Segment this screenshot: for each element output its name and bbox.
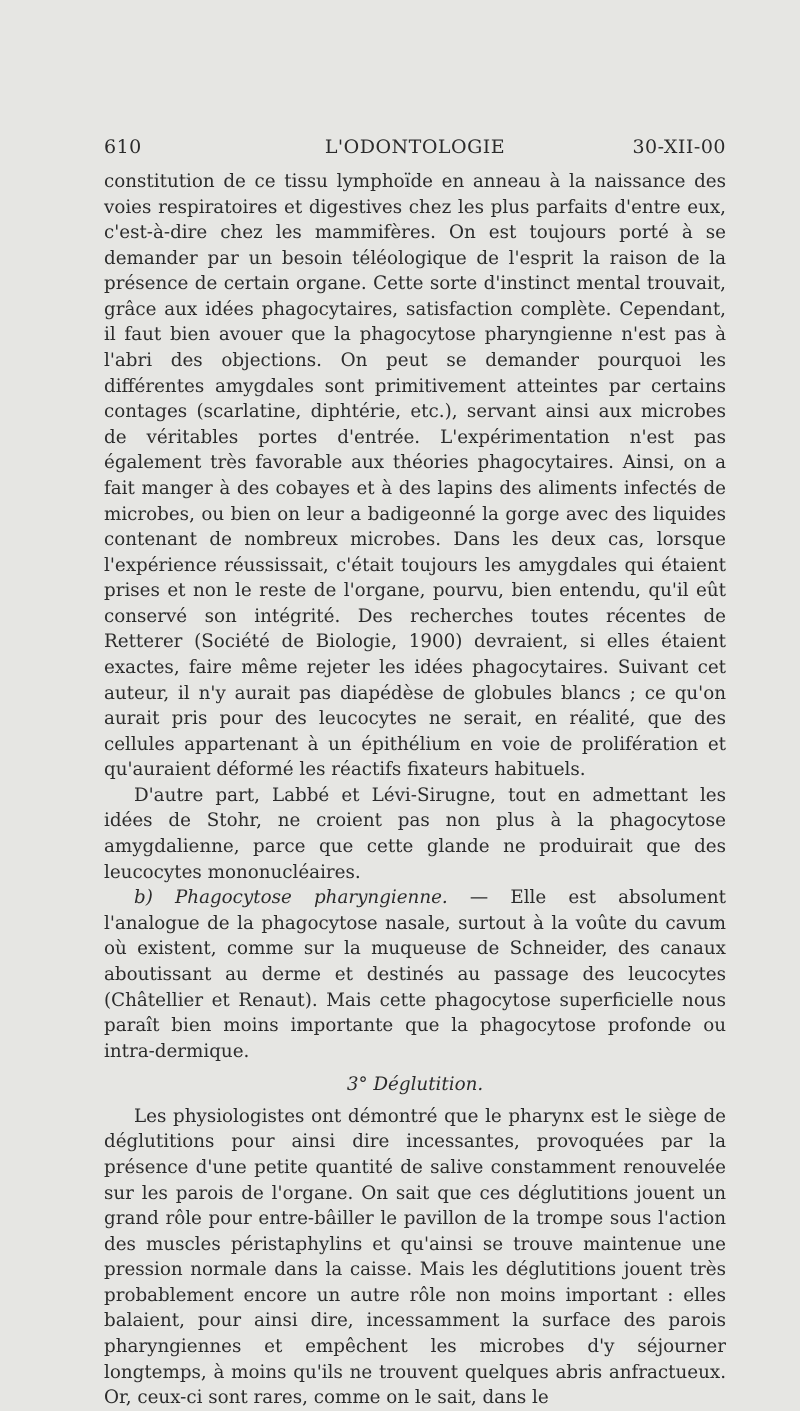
running-header <box>104 136 726 162</box>
paragraph-3-text: — Elle est absolument l'analogue de la phagocytose nasale, surtout à la voûte du cavum où existent, comme sur la muqueuse de Schneider, des canaux aboutissant au derme et destinés au passage des leucocytes (Châtellier et Renaut). Mais cette phagocytose superficielle nous paraît bien moins importante que la phagocytose profonde ou intra-dermique. <box>104 887 726 1062</box>
subsection-label: b) Phagocytose pharyngienne. <box>134 887 448 909</box>
paragraph-2: D'autre part, Labbé et Lévi-Sirugne, tout en admettant les idées de Stohr, ne croient pas non plus à la phagocytose amygdalienne, parce que cette glande ne produirait que des leucocytes mononucléaires. <box>104 784 726 883</box>
paragraph-1: constitution de ce tissu lymphoïde en anneau à la naissance des voies respiratoires et digestives chez les plus parfaits d'entre eux, c'est-à-dire chez les mammifères. On est toujours porté à se demander par un besoin téléologique de l'esprit la raison de la présence de certain organe. Cette sorte d'instinct mental trouvait, grâce aux idées phagocytaires, satisfaction complète. Cependant, il faut bien avouer que la phagocytose pharyngienne n'est pas à l'abri des objections. On peut se demander pourquoi les différentes amygdales sont primitivement atteintes par certains contages (scarlatine, diphtérie, etc.), servant ainsi aux microbes de véritables portes d'entrée. L'expérimentation n'est pas également très favorable aux théories phagocytaires. Ainsi, on a fait manger à des cobayes et à des lapins des aliments infectés de microbes, ou bien on leur a badigeonné la gorge avec des liquides contenant de nombreux microbes. Dans les deux cas, lorsque l'expérience réussissait, c'était toujours les amygdales qui étaient prises et non le reste de l'organe, pourvu, bien entendu, qu'il eût conservé son intégrité. Des recherches toutes récentes de Retterer (Société de Biologie, 1900) devraient, si elles étaient exactes, faire même rejeter les idées phagocytaires. Suivant cet auteur, il n'y aurait pas diapédèse de globules blancs ; ce qu'on aurait pris pour des leucocytes ne serait, en réalité, que des cellules appartenant à un épithélium en voie de prolifération et qu'auraient déformé les réactifs fixateurs habituels. <box>104 171 726 781</box>
issue-date: 30-XII-00 <box>632 136 726 158</box>
body-text <box>104 169 726 1411</box>
paragraph-4: Les physiologistes ont démontré que le pharynx est le siège de déglutitions pour ainsi dire incessantes, provoquées par la présence d'une petite quantité de salive constamment renouvelée sur les parois de l'organe. On sait que ces déglutitions jouent un grand rôle pour entre-bâiller le pavillon de la trompe sous l'action des muscles péristaphylins et qu'ainsi se trouve maintenue une pression normale dans la caisse. Mais les déglutitions jouent très probablement encore un autre rôle non moins important : elles balaient, pour ainsi dire, incessamment la surface des parois pharyngiennes et empêchent les microbes d'y séjourner longtemps, à moins qu'ils ne trouvent quelques abris anfractueux. Or, ceux-ci sont rares, comme on le sait, dans le <box>104 1105 726 1409</box>
section-heading: 3° Déglutition. <box>346 1074 484 1096</box>
page-number: 610 <box>104 136 142 158</box>
running-title: L'ODONTOLOGIE <box>324 136 506 158</box>
paragraph-3 <box>104 885 726 1064</box>
